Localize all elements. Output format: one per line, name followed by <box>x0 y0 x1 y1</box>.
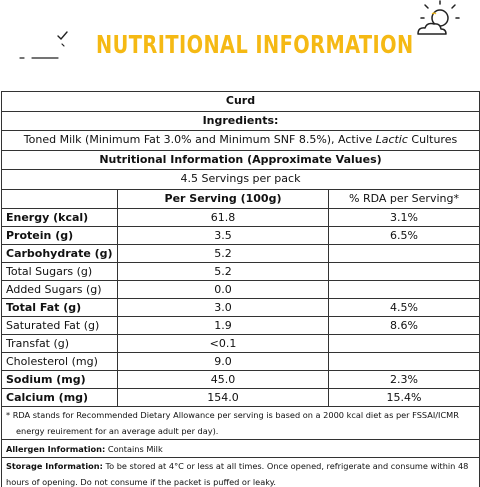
table-row <box>2 371 480 389</box>
table-row <box>2 389 480 407</box>
servings-text: 4.5 Servings per pack <box>2 170 480 190</box>
nutrient-rda <box>329 335 480 353</box>
rda-footnote: * RDA stands for Recommended Dietary Allowance per serving is based on a 2000 kcal diet as per FSSAI/ICMR energy reuirement for an average adult per day). <box>2 407 480 440</box>
table-row <box>2 281 480 299</box>
nutrient-label: Total Fat (g) <box>2 299 118 317</box>
nutrient-rda: 8.6% <box>329 317 480 335</box>
nutrient-label: Protein (g) <box>2 227 118 245</box>
nutrient-value: 3.0 <box>118 299 329 317</box>
header <box>0 0 480 88</box>
nutrient-rda: 6.5% <box>329 227 480 245</box>
allergen-info: Allergen Information: Contains Milk <box>2 440 480 458</box>
nutrition-heading: Nutritional Information (Approximate Values) <box>2 150 480 170</box>
nutrient-value: 9.0 <box>118 353 329 371</box>
product-name: Curd <box>2 92 480 112</box>
ingredients-text: Toned Milk (Minimum Fat 3.0% and Minimum SNF 8.5%), Active Lactic Cultures <box>2 131 480 151</box>
nutrition-table <box>1 91 480 487</box>
sun-cloud-icon <box>412 0 464 42</box>
per-serving-header: Per Serving (100g) <box>118 189 329 209</box>
nutrient-rda: 3.1% <box>329 209 480 227</box>
table-row <box>2 227 480 245</box>
nutrient-label: Cholesterol (mg) <box>2 353 118 371</box>
sparkle-dashes-icon <box>18 30 78 64</box>
nutrient-value: 5.2 <box>118 245 329 263</box>
nutrient-rda: 15.4% <box>329 389 480 407</box>
table-row <box>2 263 480 281</box>
table-row <box>2 335 480 353</box>
nutrient-label: Saturated Fat (g) <box>2 317 118 335</box>
nutrient-rda <box>329 263 480 281</box>
nutrient-value: 0.0 <box>118 281 329 299</box>
nutrient-rda: 2.3% <box>329 371 480 389</box>
nutrient-rda <box>329 353 480 371</box>
nutrient-rda <box>329 281 480 299</box>
table-row <box>2 353 480 371</box>
nutrient-value: 1.9 <box>118 317 329 335</box>
nutrient-value: 3.5 <box>118 227 329 245</box>
nutrient-rda: 4.5% <box>329 299 480 317</box>
nutrient-value: 45.0 <box>118 371 329 389</box>
nutrient-label: Added Sugars (g) <box>2 281 118 299</box>
nutrient-value: 61.8 <box>118 209 329 227</box>
ingredients-heading: Ingredients: <box>2 111 480 131</box>
table-row <box>2 299 480 317</box>
blank-header-cell <box>2 189 118 209</box>
nutrient-label: Total Sugars (g) <box>2 263 118 281</box>
table-row <box>2 245 480 263</box>
nutrient-label: Transfat (g) <box>2 335 118 353</box>
table-row <box>2 209 480 227</box>
storage-info: Storage Information: To be stored at 4°C or less at all times. Once opened, refrigerate and consume within 48 hours of opening. Do not consume if the packet is puffed or leaky. <box>2 458 480 487</box>
nutrient-label: Sodium (mg) <box>2 371 118 389</box>
nutrient-value: <0.1 <box>118 335 329 353</box>
nutrient-value: 154.0 <box>118 389 329 407</box>
rda-header: % RDA per Serving* <box>329 189 480 209</box>
nutrient-label: Energy (kcal) <box>2 209 118 227</box>
nutrient-label: Carbohydrate (g) <box>2 245 118 263</box>
table-row <box>2 317 480 335</box>
nutrient-rda <box>329 245 480 263</box>
nutrient-label: Calcium (mg) <box>2 389 118 407</box>
page-title: NUTRITIONAL INFORMATION <box>96 30 414 59</box>
nutrient-value: 5.2 <box>118 263 329 281</box>
